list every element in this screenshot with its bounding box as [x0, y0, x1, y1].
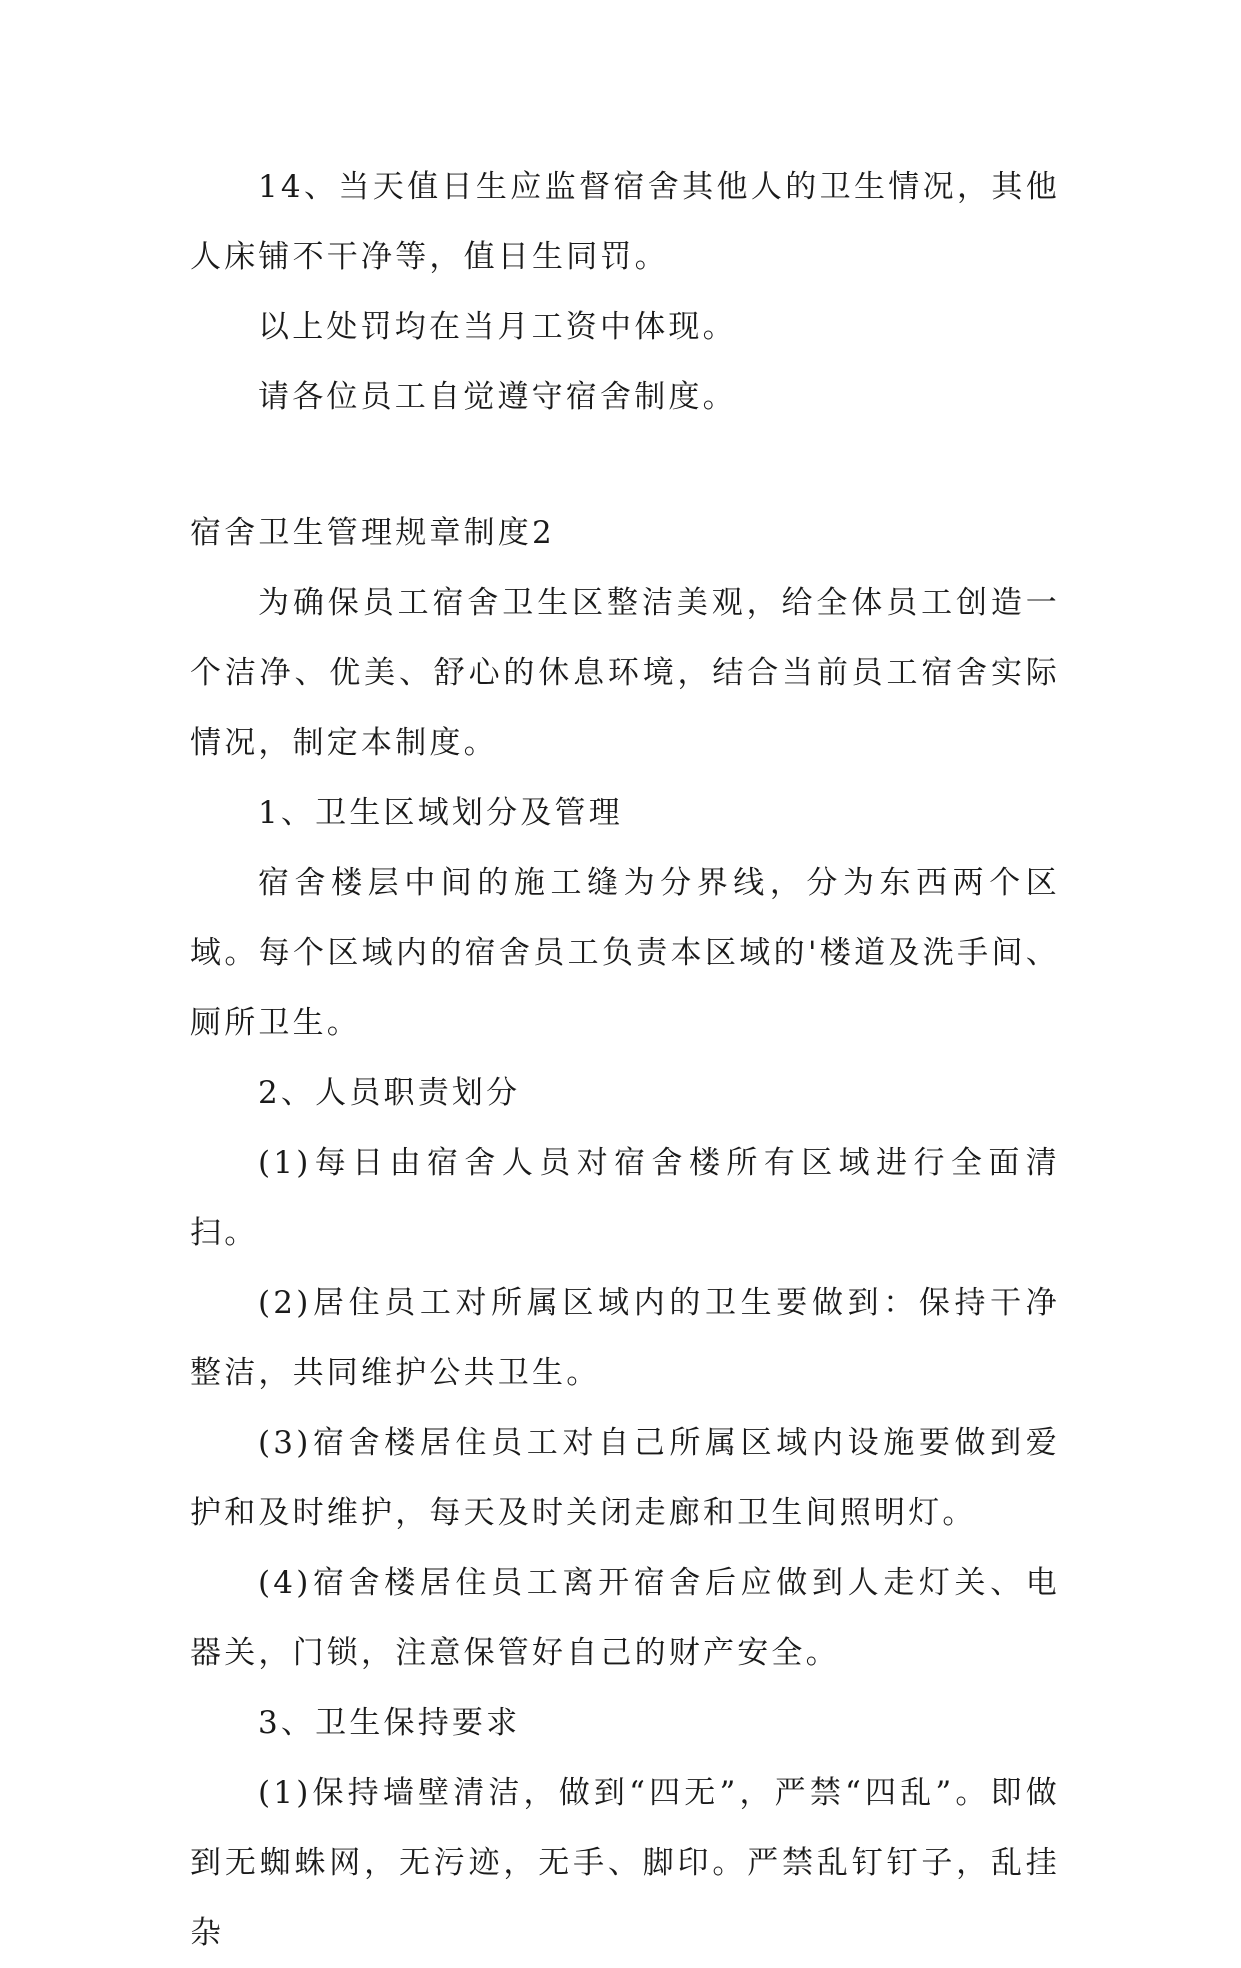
paragraph-duty-3: (3)宿舍楼居住员工对自己所属区域内设施要做到爱护和及时维护，每天及时关闭走廊和卫生间照明灯。: [190, 1425, 1060, 1531]
paragraph-duty-1: (1)每日由宿舍人员对宿舍楼所有区域进行全面清扫。: [190, 1145, 1060, 1251]
paragraph-intro: 为确保员工宿舍卫生区整洁美观，给全体员工创造一个洁净、优美、舒心的休息环境，结合当前员工宿舍实际情况，制定本制度。: [190, 585, 1060, 761]
paragraph-area-division: 宿舍楼层中间的施工缝为分界线，分为东西两个区域。每个区域内的宿舍员工负责本区域的'楼道及洗手间、厕所卫生。: [190, 865, 1060, 1041]
paragraph-compliance-note: 请各位员工自觉遵守宿舍制度。: [258, 379, 737, 415]
section-gap: [190, 432, 1060, 498]
paragraph-penalty-note: 以上处罚均在当月工资中体现。: [258, 309, 737, 345]
heading-duty-division: 2、人员职责划分: [258, 1075, 521, 1111]
document-page: [190, 152, 1060, 1968]
paragraph-duty-4: (4)宿舍楼居住员工离开宿舍后应做到人走灯关、电器关，门锁，注意保管好自己的财产安全。: [190, 1565, 1060, 1671]
heading-area-division: 1、卫生区域划分及管理: [258, 795, 623, 831]
paragraph-duty-2: (2)居住员工对所属区域内的卫生要做到：保持干净整洁，共同维护公共卫生。: [190, 1285, 1060, 1391]
section-title: 宿舍卫生管理规章制度2: [190, 515, 555, 551]
paragraph-hygiene-1: (1)保持墙壁清洁，做到“四无”，严禁“四乱”。即做到无蜘蛛网，无污迹，无手、脚印。严禁乱钉钉子，乱挂杂: [190, 1775, 1060, 1951]
paragraph-rule-14: 14、当天值日生应监督宿舍其他人的卫生情况，其他人床铺不干净等，值日生同罚。: [190, 169, 1060, 275]
heading-hygiene-requirements: 3、卫生保持要求: [258, 1705, 521, 1741]
